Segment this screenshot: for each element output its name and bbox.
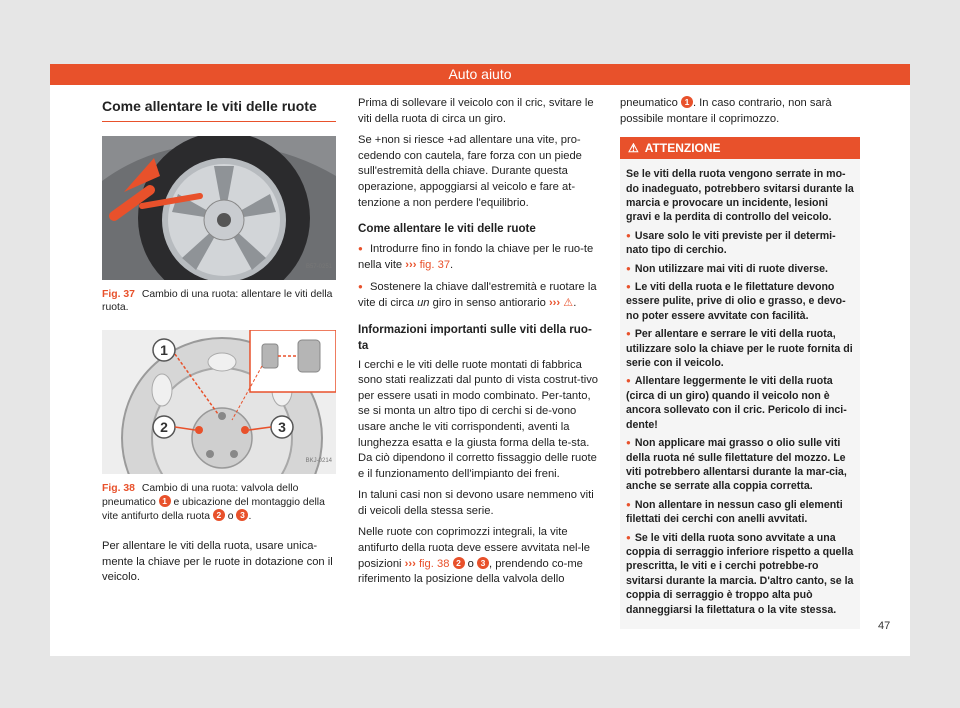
column-right bbox=[620, 96, 860, 629]
callout-badge-3: 3 bbox=[477, 557, 489, 569]
paragraph-2: Se +non si riesce +ad allentare una vite, pro-cedendo con cautela, fare forza con un piede sull'estremità della chiave. Durante questa operazione, appoggiarsi al veicolo e fare at-tenzione a non perdere l'equilibrio. bbox=[358, 134, 582, 209]
warning-triangle-icon[interactable]: ⚠ bbox=[563, 296, 574, 309]
paragraph-5-text-b: , prendendo co-me riferimento la posizione della valvola dello bbox=[358, 557, 583, 586]
warning-title-text: ATTENZIONE bbox=[644, 141, 721, 156]
warning-item: ● Usare solo le viti previste per il determi-nato tipo di cerchio. bbox=[626, 229, 854, 258]
paragraph-3: I cerchi e le viti delle ruote montati di fabbrica sono stati realizzati dal punto di vista costrut-tivo per essere usati in modo combinato. Per-tanto, se si monta un altro tipo di cerchi si de-vono usare anche le viti corrispondenti, aventi la lunghezza esatta e la giusta forma della te-sta. Da ciò dipendono il corretto fissaggio delle ruote e il funzionamento dell'impianto dei freni. bbox=[358, 358, 599, 480]
figure-37-caption bbox=[102, 288, 336, 314]
bullet-2-text-b: giro in senso antiorario bbox=[432, 296, 546, 309]
bullet-1-text: Introdurre fino in fondo la chiave per le ruo-te nella vite bbox=[358, 243, 594, 271]
warning-item: ● Non utilizzare mai viti di ruote diverse. bbox=[626, 262, 854, 276]
column-left bbox=[102, 96, 336, 592]
callout-3: 3 bbox=[278, 419, 286, 435]
paragraph-continued bbox=[620, 96, 860, 127]
figure-caption-text-b: e ubicazione del montaggio della vite antifurto della ruota bbox=[102, 497, 325, 522]
page-header: Auto aiuto bbox=[50, 64, 910, 85]
warning-triangle-icon: ⚠ bbox=[628, 141, 639, 156]
warning-intro: Se le viti della ruota vengono serrate in mo-do inadeguato, potrebbero svitarsi durante la marcia e provocare un incidente, lesioni gravi e la perdita di controllo del veicolo. bbox=[626, 168, 854, 224]
figure-38-caption: Fig. 38 Cambio di una ruota: valvola dello pneumatico 1 e ubicazione del montaggio della vite antifurto della ruota 2 o 3 . bbox=[102, 483, 325, 522]
figure-caption-or: o bbox=[227, 511, 234, 522]
bullet-2: ● Sostenere la chiave dall'estremità e ruotare la vite di circa un giro in senso antiorario ››› ⚠. bbox=[358, 279, 602, 311]
warning-box bbox=[620, 137, 860, 629]
section-title: Come allentare le viti delle ruote bbox=[102, 96, 336, 122]
figure-number: Fig. 37 bbox=[102, 289, 135, 300]
callout-1: 1 bbox=[160, 342, 168, 358]
figure-38 bbox=[102, 330, 336, 474]
figure-tag: B57-0251 bbox=[305, 264, 332, 271]
figure-37-link[interactable]: fig. 37 bbox=[419, 258, 451, 271]
ref-arrow: ››› bbox=[405, 258, 417, 271]
figure-37 bbox=[102, 136, 336, 280]
warning-title bbox=[620, 137, 860, 159]
warning-item: ● Se le viti della ruota sono avvitate a una coppia di serraggio inferiore rispetto a quella prescritta, le viti e i cerchi potrebbe-ro svitarsi durante la marcia. D'altro canto, se la coppia di serraggio è troppo alta può danneggiarsi la filettatura o la vite stessa. bbox=[626, 531, 854, 617]
warning-item: ● Non applicare mai grasso o olio sulle viti della ruota né sulle filettature del mozzo. Le viti potrebbero allentarsi durante la mar-cia, anche se serrate alla coppia corretta. bbox=[626, 436, 854, 494]
paragraph-1: Prima di sollevare il veicolo con il cric, svitare le viti della ruota di circa un giro. bbox=[358, 97, 594, 125]
paragraph-continued-b: . In caso contrario, non sarà possibile montare il coprimozzo. bbox=[620, 97, 832, 125]
paragraph-5-or: o bbox=[467, 557, 474, 570]
callout-badge-2: 2 bbox=[453, 557, 465, 569]
callout-badge-3: 3 bbox=[236, 509, 248, 521]
paragraph-5 bbox=[358, 525, 602, 587]
wheel-photo bbox=[102, 136, 336, 280]
warning-item: ● Non allentare in nessun caso gli elementi filettati dei cerchi con anelli avvitati. bbox=[626, 498, 854, 527]
page-number: 47 bbox=[878, 620, 891, 632]
column-middle bbox=[358, 96, 602, 594]
warning-item: ● Per allentare e serrare le viti della ruota, utilizzare solo la chiave per le ruote fornita di serie con il veicolo. bbox=[626, 327, 854, 370]
callout-badge-2: 2 bbox=[213, 509, 225, 521]
ref-arrow: ››› bbox=[404, 557, 416, 570]
ref-arrow: ››› bbox=[548, 296, 561, 309]
paragraph-4: In taluni casi non si devono usare nemmeno viti di veicoli della stessa serie. bbox=[358, 489, 594, 517]
callout-2: 2 bbox=[160, 419, 168, 435]
figure-caption-text: Cambio di una ruota: allentare le viti della ruota. bbox=[102, 289, 333, 313]
subheading-1: Come allentare le viti delle ruote bbox=[358, 222, 536, 236]
callout-badge-1: 1 bbox=[681, 96, 693, 108]
callout-badge-1: 1 bbox=[159, 495, 171, 507]
figure-tag: BKJ-0214 bbox=[305, 458, 332, 465]
bullet-2-text-a: Sostenere la chiave dall'estremità e ruotare la vite di circa bbox=[358, 281, 597, 309]
warning-item: ● Allentare leggermente le viti della ruota (circa di un giro) quando il veicolo non è ancora sollevato con il cric. Pericolo di inci-dente! bbox=[626, 374, 854, 432]
col1-paragraph: Per allentare le viti della ruota, usare unica-mente la chiave per le ruote in dotazione con il veicolo. bbox=[102, 540, 333, 584]
subheading-2: Informazioni importanti sulle viti della ruo-ta bbox=[358, 322, 592, 352]
warning-item: ● Le viti della ruota e le filettature devono essere pulite, prive di olio e grasso, e devo-no poter essere avvitate con facilità. bbox=[626, 280, 854, 323]
figure-38-link[interactable]: fig. 38 bbox=[418, 557, 450, 570]
hub-diagram bbox=[102, 330, 336, 474]
paragraph-5-text-a: Nelle ruote con coprimozzi integrali, la vite antifurto della ruota deve essere avvitata nel-le posizioni bbox=[358, 526, 590, 570]
bullet-1: ● Introdurre fino in fondo la chiave per le ruo-te nella vite ››› fig. 37. bbox=[358, 241, 602, 273]
figure-caption-text-a: Cambio di una ruota: valvola dello pneumatico bbox=[102, 483, 299, 508]
figure-number: Fig. 38 bbox=[102, 483, 135, 494]
paragraph-continued-a: pneumatico bbox=[620, 97, 678, 109]
bullet-2-emphasis: un bbox=[417, 296, 430, 309]
